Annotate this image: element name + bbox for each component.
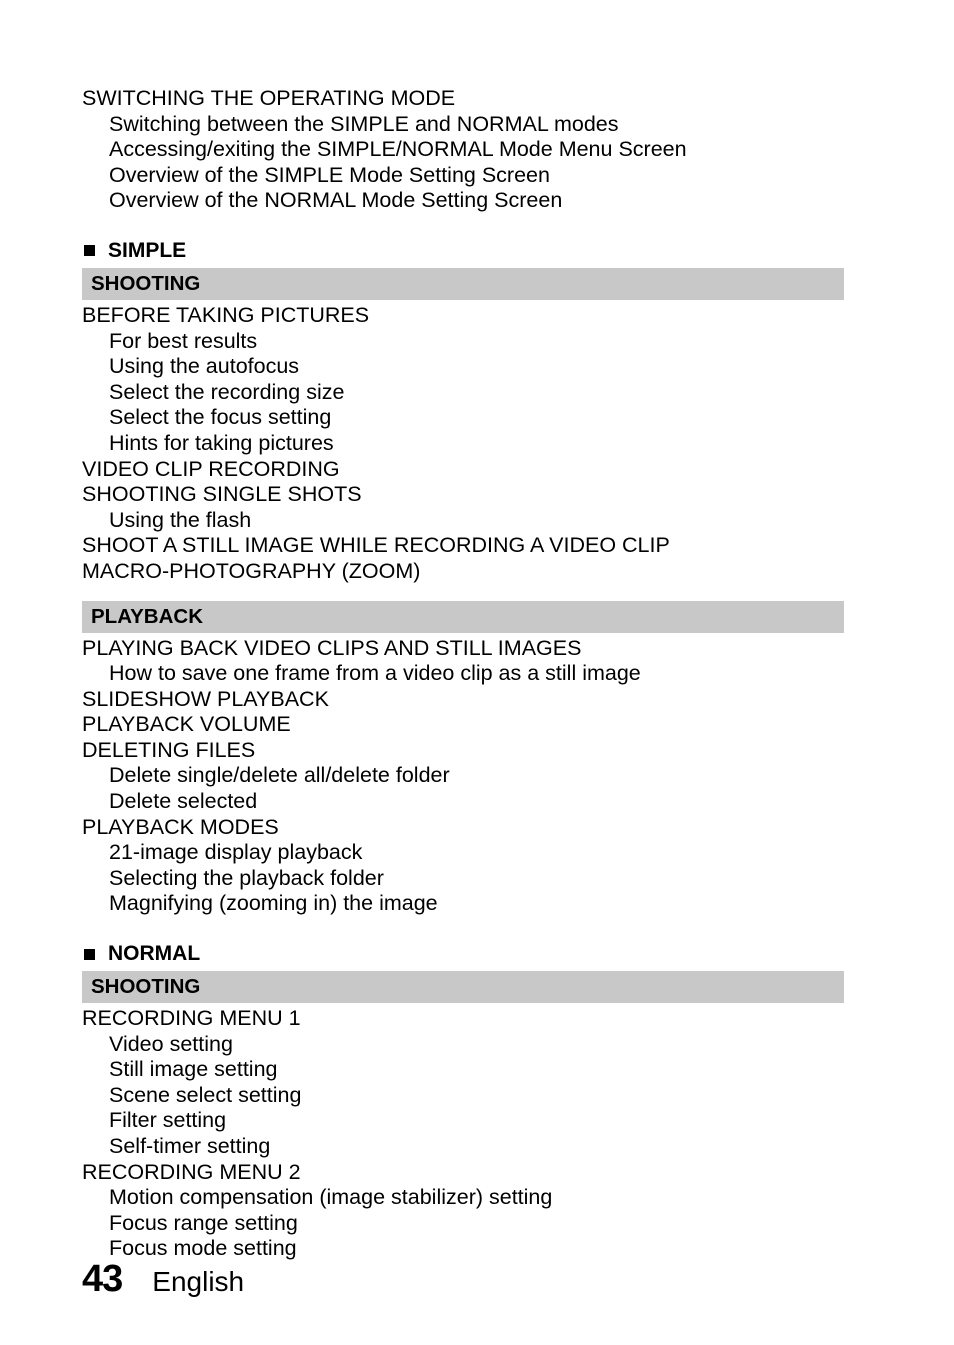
toc-subentry: Delete single/delete all/delete folder [109,763,450,788]
toc-subentry: Focus mode setting [109,1236,297,1261]
toc-subentry: Magnifying (zooming in) the image [109,891,438,916]
toc-subentry: Selecting the playback folder [109,865,384,890]
toc-subentry: Select the recording size [109,379,345,404]
simple-shooting-list [82,303,844,585]
toc-subentry: Delete selected [109,789,258,814]
toc-subentry: Hints for taking pictures [109,430,334,455]
spacer [82,585,844,601]
spacer [82,917,844,935]
intro-section [82,86,844,214]
normal-mode-label: NORMAL [108,942,201,966]
toc-subentry: Using the flash [109,507,252,532]
page-footer [82,1258,244,1301]
simple-mode-heading [82,238,844,264]
toc-subentry: Overview of the NORMAL Mode Setting Screen [109,188,563,213]
toc-entry: SHOOT A STILL IMAGE WHILE RECORDING A VIDEO CLIP [82,533,670,558]
toc-entry: VIDEO CLIP RECORDING [82,456,340,481]
square-bullet-icon [84,245,95,256]
toc-subentry: Motion compensation (image stabilizer) setting [109,1185,553,1210]
simple-playback-band: PLAYBACK [82,601,844,633]
section-heading: SWITCHING THE OPERATING MODE [82,86,456,110]
toc-subentry: Accessing/exiting the SIMPLE/NORMAL Mode Menu Screen [109,137,687,162]
toc-subentry: Still image setting [109,1057,278,1082]
toc-entry: PLAYBACK MODES [82,814,279,839]
spacer [82,214,844,232]
simple-shooting-band: SHOOTING [82,268,844,300]
toc-subentry: 21-image display playback [109,840,363,865]
toc-subentry: Scene select setting [109,1082,302,1107]
toc-subentry: Using the autofocus [109,354,300,379]
toc-subentry: Select the focus setting [109,405,332,430]
toc-subentry: How to save one frame from a video clip as a still image [109,661,641,686]
page-number: 43 [82,1258,123,1300]
language-label: English [152,1266,245,1297]
toc-subentry: Focus range setting [109,1210,298,1235]
simple-playback-list [82,636,844,918]
normal-mode-heading [82,941,844,967]
toc-entry: RECORDING MENU 2 [82,1159,301,1184]
toc-entry: DELETING FILES [82,737,256,762]
toc-entry: MACRO-PHOTOGRAPHY (ZOOM) [82,558,421,583]
square-bullet-icon [84,949,95,960]
toc-entry: PLAYING BACK VIDEO CLIPS AND STILL IMAGES [82,635,582,660]
normal-shooting-band: SHOOTING [82,971,844,1003]
toc-subentry: Switching between the SIMPLE and NORMAL modes [109,111,619,136]
normal-shooting-list [82,1006,844,1262]
toc-page [82,86,844,1262]
toc-entry: RECORDING MENU 1 [82,1006,301,1031]
toc-entry: SLIDESHOW PLAYBACK [82,686,329,711]
toc-subentry: Video setting [109,1031,233,1056]
toc-subentry: Self-timer setting [109,1134,271,1158]
toc-entry: SHOOTING SINGLE SHOTS [82,482,362,507]
toc-entry: PLAYBACK VOLUME [82,712,291,737]
toc-subentry: Filter setting [109,1108,227,1133]
toc-subentry: For best results [109,328,258,353]
toc-subentry: Overview of the SIMPLE Mode Setting Screen [109,162,550,187]
toc-entry: BEFORE TAKING PICTURES [82,302,370,327]
simple-mode-label: SIMPLE [108,238,187,262]
